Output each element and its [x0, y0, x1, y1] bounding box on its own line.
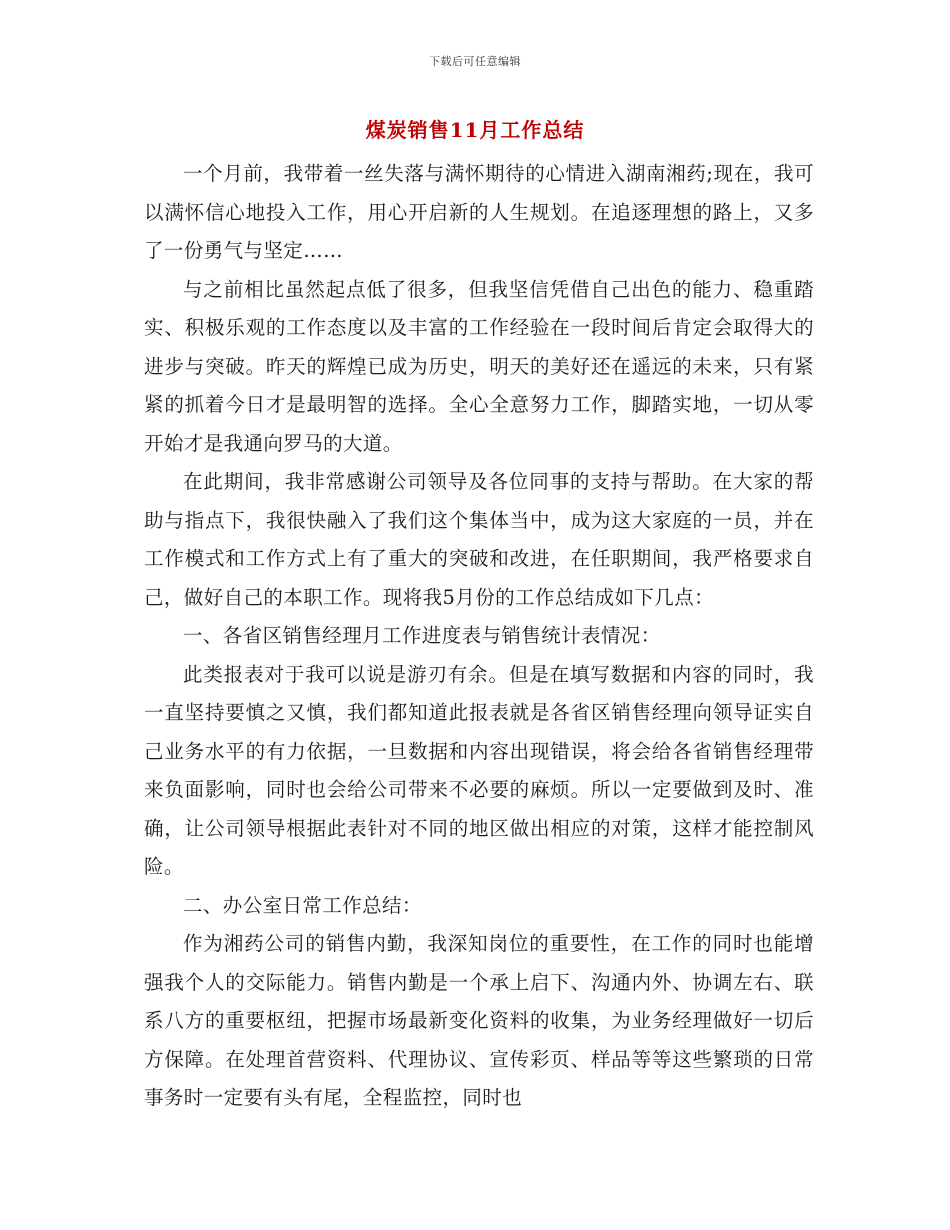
paragraph-resolve: 与之前相比虽然起点低了很多，但我坚信凭借自己出色的能力、稳重踏实、积极乐观的工作态度以及丰富的工作经验在一段时间后肯定会取得大的进步与突破。昨天的辉煌已成为历史，明天的美好还在遥远的未来，只有紧紧的抓着今日才是最明智的选择。全心全意努力工作，脚踏实地，一切从零开始才是我通向罗马的大道。 — [144, 277, 814, 455]
paragraph-thanks: 在此期间，我非常感谢公司领导及各位同事的支持与帮助。在大家的帮助与指点下，我很快融入了我们这个集体当中，成为这大家庭的一员，并在工作模式和工作方式上有了重大的突破和改进，在任职期间，我严格要求自己，做好自己的本职工作。现将我5月份的工作总结成如下几点： — [144, 470, 814, 609]
section-heading-office: 二、办公室日常工作总结： — [183, 893, 422, 917]
header-note: 下载后可任意编辑 — [429, 55, 521, 68]
paragraph-reports: 此类报表对于我可以说是游刃有余。但是在填写数据和内容的同时，我一直坚持要慎之又慎，我们都知道此报表就是各省区销售经理向领导证实自己业务水平的有力依据，一旦数据和内容出现错误，将会给各省销售经理带来负面影响，同时也会给公司带来不必要的麻烦。所以一定要做到及时、准确，让公司领导根据此表针对不同的地区做出相应的对策，这样才能控制风险。 — [144, 662, 814, 878]
section-heading-reports: 一、各省区销售经理月工作进度表与销售统计表情况： — [183, 624, 661, 647]
paragraph-office: 作为湘药公司的销售内勤，我深知岗位的重要性，在工作的同时也能增强我个人的交际能力。销售内勤是一个承上启下、沟通内外、协调左右、联系八方的重要枢纽，把握市场最新变化资料的收集，为业务经理做好一切后方保障。在处理首营资料、代理协议、宣传彩页、样品等等这些繁琐的日常事务时一定要有头有尾，全程监控，同时也 — [144, 932, 814, 1109]
document-title: 煤炭销售11月工作总结 — [365, 118, 585, 142]
paragraph-intro: 一个月前，我带着一丝失落与满怀期待的心情进入湖南湘药;现在，我可以满怀信心地投入工作，用心开启新的人生规划。在追逐理想的路上，又多了一份勇气与坚定…… — [144, 162, 814, 262]
document-body — [144, 155, 814, 1118]
